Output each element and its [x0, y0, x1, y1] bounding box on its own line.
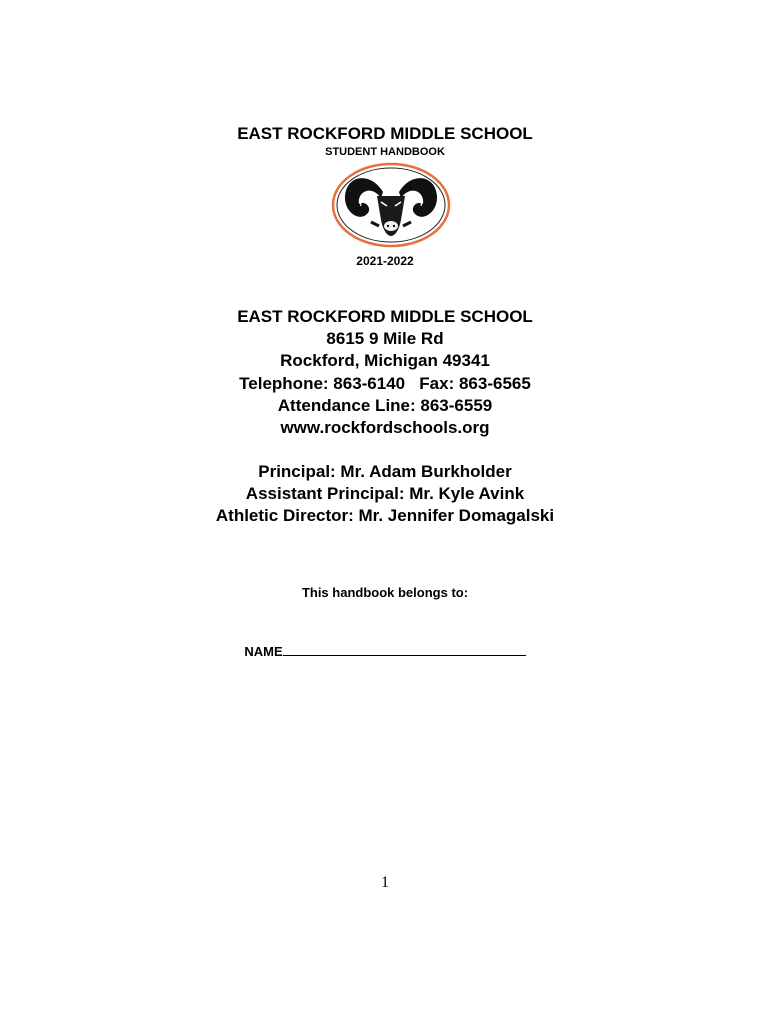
school-year: 2021-2022 — [356, 254, 414, 268]
address-line: 8615 9 Mile Rd — [326, 329, 444, 349]
phone-line: Telephone: 863-6140 Fax: 863-6565 — [239, 373, 531, 393]
page-number: 1 — [381, 874, 389, 891]
principal-line: Principal: Mr. Adam Burkholder — [258, 462, 512, 481]
attendance-line: Attendance Line: 863-6559 — [277, 395, 493, 415]
name-label: NAME — [244, 644, 283, 659]
contact-block — [0, 306, 770, 439]
school-title: EAST ROCKFORD MIDDLE SCHOOL — [237, 124, 533, 143]
staff-block — [0, 461, 770, 528]
website-line: www.rockfordschools.org — [280, 418, 490, 438]
belongs-to-label: This handbook belongs to: — [301, 585, 469, 600]
ram-mascot-icon — [331, 162, 451, 248]
name-field — [0, 642, 770, 659]
assistant-principal-line: Assistant Principal: Mr. Kyle Avink — [245, 484, 525, 504]
athletic-director-line: Athletic Director: Mr. Jennifer Domagalski — [215, 506, 555, 526]
handbook-subtitle: STUDENT HANDBOOK — [325, 146, 445, 158]
contact-school-name: EAST ROCKFORD MIDDLE SCHOOL — [237, 307, 533, 326]
name-blank-line — [283, 642, 526, 656]
city-line: Rockford, Michigan 49341 — [280, 351, 490, 371]
